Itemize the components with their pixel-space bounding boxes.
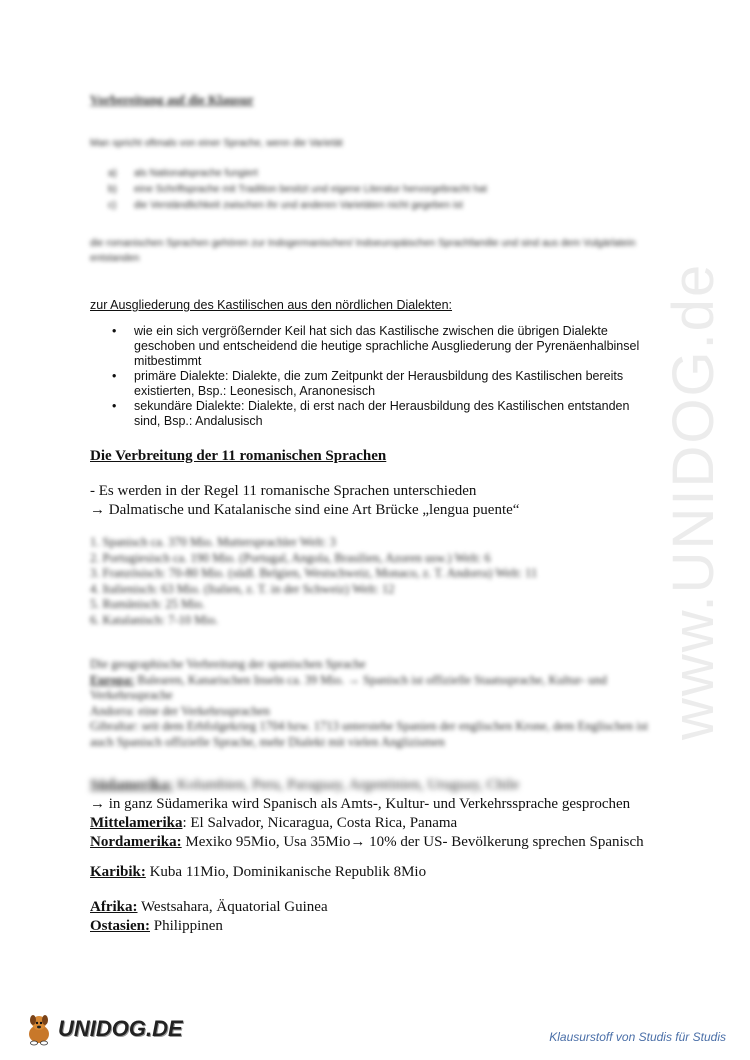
prep-title: Vorbereitung auf die Klausur [90,92,254,107]
unidog-logo[interactable] [24,1012,183,1046]
verbreitung-title: Die Verbreitung der 11 romanischen Sprachen [90,448,387,464]
list-item: 2. Portugiesisch ca. 190 Mio. (Portugal, Angola, Brasilien, Azoren usw.) Welt: 6 [90,550,491,565]
language-list [90,535,537,629]
list-item: b) eine Schriftsprache mit Tradition besitzt und eigene Literatur hervorgebracht hat [108,184,487,195]
dog-icon [24,1012,54,1046]
prep-paragraph: die romanischen Sprachen gehören zur Indogermanischen/ Indoeuropäischen Sprachfamilie und sind aus dem Vulgärlatein entstanden [90,238,636,264]
list-item: 6. Katalanisch: 7-10 Mio. [90,612,219,627]
verbreitung-intro [90,482,519,520]
list-item: c) die Verständlichkeit zwischen ihr und anderen Varietäten nicht gegeben ist [108,200,463,211]
region-suedamerika [90,776,644,852]
suedamerika-note: → in ganz Südamerika wird Spanisch als Amts-, Kultur- und Verkehrssprache gesprochen [90,796,631,812]
verbreitung-line: - Es werden in der Regel 11 romanische Sprachen unterschieden [90,483,477,499]
region-ostasien: Ostasien: Philippinen [90,918,223,934]
list-item: 1. Spanisch ca. 370 Mio. Muttersprachler Welt: 3 [90,535,336,549]
europa-line: Europa: Balearen, Kanarischen Inseln ca. 39 Mio. → Spanisch ist offizielle Staatssprache, Kultur- und Verkehrssprache [90,672,607,703]
list-item: • wie ein sich vergrößernder Keil hat sich das Kastilische zwischen die übrigen Dialekte geschoben und entscheidend die heutige sprachliche Ausgliederung der Pyrenäenhalbinsel mitbestimmt [112,324,640,368]
geo-intro: Die geographische Verbreitung der spanischen Sprache [90,657,366,671]
prep-list [108,166,487,214]
list-item: a) als Nationalsprache fungiert [108,168,258,179]
list-item: 4. Italienisch: 63 Mio. (Italien, z. T. in der Schweiz) Welt: 12 [90,581,395,596]
region-karibik: Karibik: Kuba 11Mio, Dominikanische Republik 8Mio [90,864,427,880]
list-item: 3. Französisch: 70-80 Mio. (südl. Belgien, Westschweiz, Monaco, z. T. Andorra) Welt: 11 [90,566,538,581]
geo-section [90,657,658,751]
verbreitung-line: → Dalmatische und Katalanische sind eine Art Brücke „lengua puente“ [90,502,520,518]
watermark: www.UNIDOG.de [661,262,726,740]
kastilisch-heading: zur Ausgliederung des Kastilischen aus den nördlichen Dialekten: [90,298,453,312]
region-mittelamerika: Mittelamerika: El Salvador, Nicaragua, Costa Rica, Panama [90,815,458,831]
prep-intro: Man spricht oftmals von einer Sprache, wenn die Varietät [90,138,343,149]
logo-text: UNIDOG.DE [58,1016,183,1041]
footer-tagline: Klausurstoff von Studis für Studis [549,1030,726,1044]
andorra-line: Andorra: eine der Verkehrssprachen [90,703,270,718]
suedamerika-line: Südamerika: Kolumbien, Peru, Paraguay, Argentinien, Uruguay, Chile [90,777,519,793]
gibraltar-line: Gibraltar: seit dem Erbfolgekrieg 1704 bzw. 1713 unterstehe Spanien der englischen Krone, dem Englischen ist auch Spanisch offizielle Sprache, mehr Dialekt mit vielen Anglizismen [90,719,649,749]
list-item: • primäre Dialekte: Dialekte, die zum Zeitpunkt der Herausbildung des Kastilischen bereits existierten, Bsp.: Leonesisch, Aranonesisch [112,369,624,398]
list-item: 5. Rumänisch: 25 Mio. [90,597,205,612]
region-afrika: Afrika: Westsahara, Äquatorial Guinea [90,899,328,915]
kastilisch-bullets [112,324,652,429]
region-nordamerika: Nordamerika: Mexiko 95Mio, Usa 35Mio→ 10% der US- Bevölkerung sprechen Spanisch [90,834,644,850]
list-item: • sekundäre Dialekte: Dialekte, di erst nach der Herausbildung des Kastilischen entstanden sind, Bsp.: Andalusisch [112,399,630,428]
region-afrika-ostasien [90,898,328,936]
